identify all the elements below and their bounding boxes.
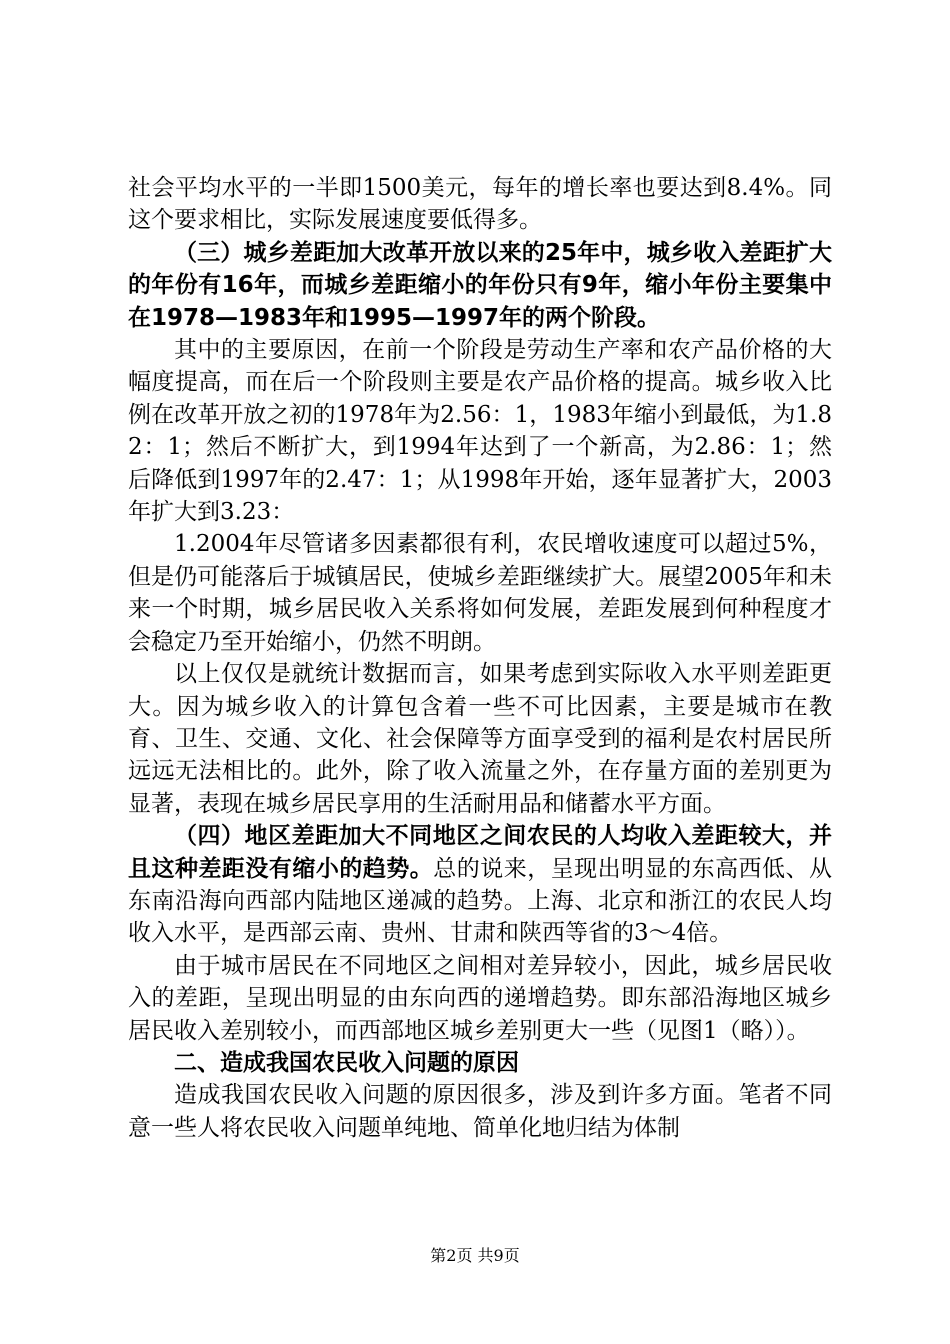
section-heading: 二、造成我国农民收入问题的原因 — [174, 1049, 519, 1076]
paragraph-text: 总的说来，呈现出明显的东高西低、从东南沿海向西部内陆地区递减的趋势。上海、北京和浙江的农民人均收入水平，是西部云南、贵州、甘肃和陕西等省的3～4倍。 — [128, 855, 833, 947]
paragraph: 造成我国农民收入问题的原因很多，涉及到许多方面。笔者不同意一些人将农民收入问题单纯地、简单化地归结为体制 — [128, 1082, 832, 1141]
page-number-footer: 第2页 共9页 — [430, 1246, 520, 1265]
paragraph: 社会平均水平的一半即1500美元，每年的增长率也要达到8.4%。同这个要求相比，实际发展速度要低得多。 — [128, 175, 832, 234]
paragraph: 1.2004年尽管诸多因素都很有利，农民增收速度可以超过5%，但是仍可能落后于城镇居民，使城乡差距继续扩大。展望2005年和未来一个时期，城乡居民收入关系将如何发展，差距发展到何种程度才会稳定乃至开始缩小，仍然不明朗。 — [128, 531, 832, 655]
paragraph — [128, 820, 832, 950]
paragraph: 其中的主要原因，在前一个阶段是劳动生产率和农产品价格的大幅度提高，而在后一个阶段则主要是农产品价格的提高。城乡收入比例在改革开放之初的1978年为2.56：1，1983年缩小到最低，为1.82：1；然后不断扩大，到1994年达到了一个新高，为2.86：1；然后降低到1997年的2.47：1；从1998年开始，逐年显著扩大，2003年扩大到3.23： — [128, 337, 832, 526]
section-heading: （四）地区差距加大不同地区之间农民的人均收入差距较大，并且这种差距没有缩小的趋势。 — [128, 823, 832, 882]
section-heading-paragraph: （三）城乡差距加大改革开放以来的25年中，城乡收入差距扩大的年份有16年，而城乡差距缩小的年份只有9年，缩小年份主要集中在1978—1983年和1995—1997年的两个阶段。 — [128, 239, 832, 331]
paragraph: 以上仅仅是就统计数据而言，如果考虑到实际收入水平则差距更大。因为城乡收入的计算包含着一些不可比因素，主要是城市在教育、卫生、交通、文化、社会保障等方面享受到的福利是农村居民所远远无法相比的。此外，除了收入流量之外，在存量方面的差别更为显著，表现在城乡居民享用的生活耐用品和储蓄水平方面。 — [128, 661, 832, 817]
paragraph: 由于城市居民在不同地区之间相对差异较小，因此，城乡居民收入的差距，呈现出明显的由东向西的递增趋势。即东部沿海地区城乡居民收入差别较小，而西部地区城乡差别更大一些（见图1（略））。 — [128, 952, 832, 1044]
document-body — [128, 172, 832, 1144]
